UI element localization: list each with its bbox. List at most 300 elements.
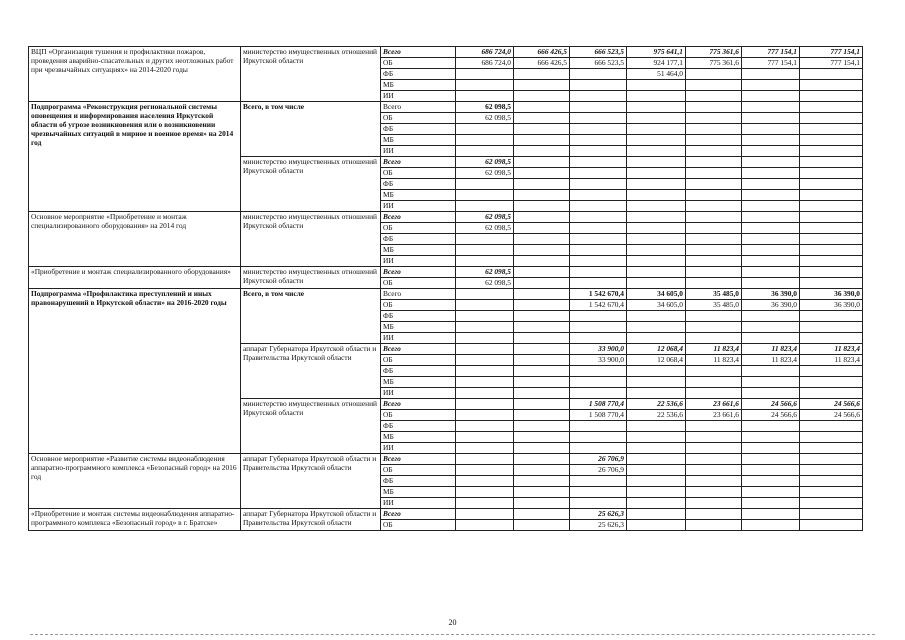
amount-cell	[570, 113, 627, 124]
amount-cell	[742, 278, 800, 289]
amount-cell	[686, 146, 742, 157]
amount-cell	[570, 333, 627, 344]
amount-cell	[627, 113, 686, 124]
amount-cell: 62 098,5	[456, 267, 514, 278]
amount-cell	[686, 498, 742, 509]
amount-cell	[627, 520, 686, 531]
amount-cell	[800, 311, 863, 322]
fund-source-cell: Всего	[381, 47, 456, 58]
amount-cell: 25 626,3	[570, 520, 627, 531]
amount-cell	[686, 135, 742, 146]
amount-cell	[742, 223, 800, 234]
scan-artifact-line	[30, 634, 875, 635]
program-name-cell: «Приобретение и монтаж системы видеонаблюдения аппаратно-программного комплекса «Безопасный город» в г. Братске»	[29, 509, 241, 531]
amount-cell	[686, 69, 742, 80]
fund-source-cell: ОБ	[381, 355, 456, 366]
amount-cell	[627, 80, 686, 91]
amount-cell	[742, 91, 800, 102]
amount-cell: 777 154,1	[742, 47, 800, 58]
amount-cell	[742, 256, 800, 267]
amount-cell	[686, 432, 742, 443]
amount-cell	[627, 91, 686, 102]
amount-cell	[627, 377, 686, 388]
amount-cell	[627, 498, 686, 509]
amount-cell	[800, 113, 863, 124]
amount-cell	[686, 377, 742, 388]
amount-cell	[627, 432, 686, 443]
amount-cell: 35 485,0	[686, 300, 742, 311]
fund-source-cell: Всего	[381, 344, 456, 355]
amount-cell	[514, 234, 570, 245]
amount-cell: 1 542 670,4	[570, 300, 627, 311]
amount-cell	[456, 366, 514, 377]
amount-cell	[570, 135, 627, 146]
amount-cell	[742, 267, 800, 278]
executor-cell: аппарат Губернатора Иркутской области и Правительства Иркутской области	[241, 454, 381, 509]
amount-cell	[514, 223, 570, 234]
amount-cell: 686 724,0	[456, 58, 514, 69]
amount-cell	[742, 102, 800, 113]
amount-cell: 11 823,4	[800, 355, 863, 366]
fund-source-cell: ФБ	[381, 421, 456, 432]
fund-source-cell: ИИ	[381, 333, 456, 344]
executor-cell: Всего, в том числе	[241, 289, 381, 344]
amount-cell	[800, 377, 863, 388]
amount-cell	[742, 124, 800, 135]
amount-cell	[627, 421, 686, 432]
executor-cell: аппарат Губернатора Иркутской области и Правительства Иркутской области	[241, 344, 381, 399]
amount-cell	[742, 234, 800, 245]
amount-cell	[627, 333, 686, 344]
amount-cell	[686, 278, 742, 289]
amount-cell	[800, 190, 863, 201]
amount-cell	[514, 476, 570, 487]
fund-source-cell: ИИ	[381, 443, 456, 454]
amount-cell	[456, 311, 514, 322]
amount-cell	[742, 190, 800, 201]
amount-cell: 62 098,5	[456, 212, 514, 223]
amount-cell	[627, 388, 686, 399]
amount-cell	[456, 124, 514, 135]
amount-cell	[742, 498, 800, 509]
program-name-cell: «Приобретение и монтаж специализированного оборудования»	[29, 267, 241, 289]
amount-cell	[570, 146, 627, 157]
amount-cell	[627, 366, 686, 377]
fund-source-cell: ИИ	[381, 201, 456, 212]
amount-cell	[570, 498, 627, 509]
amount-cell: 62 098,5	[456, 168, 514, 179]
amount-cell	[800, 245, 863, 256]
amount-cell: 24 566,6	[742, 410, 800, 421]
page-number: 20	[448, 618, 457, 627]
amount-cell	[514, 443, 570, 454]
amount-cell	[456, 69, 514, 80]
amount-cell	[627, 201, 686, 212]
amount-cell	[514, 377, 570, 388]
fund-source-cell: ОБ	[381, 58, 456, 69]
fund-source-cell: ИИ	[381, 256, 456, 267]
executor-cell: Всего, в том числе	[241, 102, 381, 157]
amount-cell	[570, 256, 627, 267]
amount-cell	[514, 509, 570, 520]
amount-cell	[570, 421, 627, 432]
amount-cell	[686, 201, 742, 212]
amount-cell	[570, 366, 627, 377]
executor-cell: министерство имущественных отношений Иркутской области	[241, 212, 381, 267]
amount-cell: 775 361,6	[686, 58, 742, 69]
amount-cell	[456, 289, 514, 300]
program-name-cell: ВЦП «Организация тушения и профилактики пожаров, проведения аварийно-спасательных и других неотложных работ при чрезвычайных ситуациях» на 2014-2020 годы	[29, 47, 241, 102]
amount-cell	[514, 487, 570, 498]
fund-source-cell: ОБ	[381, 168, 456, 179]
table-row	[29, 454, 863, 465]
amount-cell	[570, 91, 627, 102]
amount-cell	[570, 102, 627, 113]
amount-cell	[627, 234, 686, 245]
amount-cell	[686, 91, 742, 102]
amount-cell	[514, 333, 570, 344]
amount-cell	[800, 421, 863, 432]
amount-cell	[742, 509, 800, 520]
fund-source-cell: Всего	[381, 454, 456, 465]
amount-cell	[456, 476, 514, 487]
table-row	[29, 47, 863, 58]
amount-cell	[742, 476, 800, 487]
amount-cell	[800, 234, 863, 245]
amount-cell	[514, 168, 570, 179]
amount-cell	[686, 520, 742, 531]
amount-cell	[514, 212, 570, 223]
amount-cell: 25 626,3	[570, 509, 627, 520]
amount-cell	[742, 421, 800, 432]
amount-cell	[514, 399, 570, 410]
amount-cell	[742, 113, 800, 124]
amount-cell	[742, 146, 800, 157]
amount-cell	[456, 421, 514, 432]
amount-cell	[456, 179, 514, 190]
amount-cell	[514, 201, 570, 212]
executor-cell: министерство имущественных отношений Иркутской области	[241, 399, 381, 454]
amount-cell	[800, 80, 863, 91]
amount-cell: 62 098,5	[456, 223, 514, 234]
amount-cell	[456, 377, 514, 388]
amount-cell	[742, 80, 800, 91]
amount-cell	[456, 135, 514, 146]
amount-cell	[456, 520, 514, 531]
amount-cell	[800, 256, 863, 267]
amount-cell	[686, 157, 742, 168]
amount-cell: 22 536,6	[627, 410, 686, 421]
amount-cell	[686, 454, 742, 465]
amount-cell	[686, 102, 742, 113]
amount-cell	[686, 234, 742, 245]
amount-cell	[514, 289, 570, 300]
amount-cell	[570, 179, 627, 190]
amount-cell	[456, 344, 514, 355]
amount-cell	[800, 168, 863, 179]
fund-source-cell: МБ	[381, 245, 456, 256]
amount-cell	[570, 443, 627, 454]
amount-cell	[514, 113, 570, 124]
amount-cell	[686, 124, 742, 135]
amount-cell: 924 177,1	[627, 58, 686, 69]
amount-cell	[686, 179, 742, 190]
program-name-cell: Основное мероприятие «Приобретение и монтаж специализированного оборудования» на 2014 год	[29, 212, 241, 267]
amount-cell	[627, 267, 686, 278]
fund-source-cell: МБ	[381, 487, 456, 498]
amount-cell: 777 154,1	[800, 47, 863, 58]
amount-cell	[570, 124, 627, 135]
amount-cell	[800, 91, 863, 102]
amount-cell	[570, 432, 627, 443]
amount-cell	[570, 157, 627, 168]
amount-cell: 36 390,0	[800, 300, 863, 311]
amount-cell: 34 605,0	[627, 289, 686, 300]
amount-cell	[627, 223, 686, 234]
amount-cell	[514, 146, 570, 157]
amount-cell	[514, 520, 570, 531]
amount-cell	[570, 476, 627, 487]
amount-cell	[627, 245, 686, 256]
amount-cell	[570, 322, 627, 333]
fund-source-cell: ОБ	[381, 300, 456, 311]
amount-cell	[514, 179, 570, 190]
amount-cell	[456, 432, 514, 443]
amount-cell: 975 641,1	[627, 47, 686, 58]
amount-cell	[800, 454, 863, 465]
amount-cell	[627, 168, 686, 179]
amount-cell	[627, 454, 686, 465]
amount-cell	[627, 179, 686, 190]
amount-cell: 22 536,6	[627, 399, 686, 410]
amount-cell	[514, 498, 570, 509]
amount-cell	[570, 168, 627, 179]
amount-cell	[456, 256, 514, 267]
amount-cell	[627, 476, 686, 487]
fund-source-cell: МБ	[381, 322, 456, 333]
amount-cell	[514, 322, 570, 333]
amount-cell: 777 154,1	[800, 58, 863, 69]
amount-cell	[686, 256, 742, 267]
amount-cell	[456, 300, 514, 311]
program-name-cell: Подпрограмма «Профилактика преступлений и иных правонарушений в Иркутской области» на 2016-2020 годы	[29, 289, 241, 454]
amount-cell: 12 068,4	[627, 355, 686, 366]
amount-cell	[742, 179, 800, 190]
amount-cell	[514, 410, 570, 421]
amount-cell	[627, 190, 686, 201]
amount-cell	[800, 476, 863, 487]
amount-cell	[627, 212, 686, 223]
amount-cell	[742, 520, 800, 531]
amount-cell	[456, 487, 514, 498]
amount-cell	[800, 278, 863, 289]
amount-cell	[456, 91, 514, 102]
amount-cell	[686, 267, 742, 278]
amount-cell: 36 390,0	[742, 289, 800, 300]
amount-cell	[456, 509, 514, 520]
amount-cell	[627, 322, 686, 333]
amount-cell	[800, 124, 863, 135]
amount-cell	[570, 487, 627, 498]
fund-source-cell: ФБ	[381, 311, 456, 322]
amount-cell	[570, 234, 627, 245]
fund-source-cell: ИИ	[381, 388, 456, 399]
amount-cell	[514, 388, 570, 399]
amount-cell: 62 098,5	[456, 102, 514, 113]
amount-cell	[800, 498, 863, 509]
fund-source-cell: МБ	[381, 432, 456, 443]
fund-source-cell: Всего	[381, 399, 456, 410]
amount-cell	[742, 366, 800, 377]
fund-source-cell: ФБ	[381, 366, 456, 377]
amount-cell	[570, 377, 627, 388]
amount-cell	[456, 234, 514, 245]
amount-cell: 1 508 770,4	[570, 410, 627, 421]
amount-cell	[686, 168, 742, 179]
amount-cell	[514, 300, 570, 311]
amount-cell: 26 706,9	[570, 454, 627, 465]
table-row	[29, 102, 863, 113]
amount-cell	[686, 223, 742, 234]
amount-cell: 23 661,6	[686, 399, 742, 410]
amount-cell	[514, 355, 570, 366]
amount-cell	[800, 201, 863, 212]
amount-cell	[800, 443, 863, 454]
amount-cell	[456, 443, 514, 454]
amount-cell	[627, 487, 686, 498]
amount-cell	[627, 124, 686, 135]
amount-cell	[742, 465, 800, 476]
amount-cell	[800, 135, 863, 146]
fund-source-cell: ОБ	[381, 278, 456, 289]
amount-cell	[742, 245, 800, 256]
amount-cell	[456, 355, 514, 366]
amount-cell	[800, 223, 863, 234]
budget-table	[28, 46, 863, 531]
amount-cell	[742, 322, 800, 333]
amount-cell	[686, 322, 742, 333]
amount-cell	[686, 388, 742, 399]
amount-cell	[570, 223, 627, 234]
amount-cell	[570, 190, 627, 201]
executor-cell: министерство имущественных отношений Иркутской области	[241, 47, 381, 102]
amount-cell	[456, 498, 514, 509]
amount-cell	[800, 465, 863, 476]
amount-cell: 33 900,0	[570, 344, 627, 355]
amount-cell: 11 823,4	[742, 344, 800, 355]
amount-cell: 11 823,4	[686, 355, 742, 366]
fund-source-cell: ОБ	[381, 410, 456, 421]
amount-cell	[570, 201, 627, 212]
amount-cell	[570, 311, 627, 322]
amount-cell	[800, 322, 863, 333]
fund-source-cell: ИИ	[381, 498, 456, 509]
fund-source-cell: ОБ	[381, 520, 456, 531]
amount-cell	[742, 69, 800, 80]
amount-cell	[456, 388, 514, 399]
amount-cell	[514, 267, 570, 278]
table-row	[29, 212, 863, 223]
amount-cell	[800, 388, 863, 399]
executor-cell: аппарат Губернатора Иркутской области и Правительства Иркутской области	[241, 509, 381, 531]
amount-cell	[514, 454, 570, 465]
amount-cell	[627, 157, 686, 168]
amount-cell	[800, 333, 863, 344]
amount-cell	[742, 454, 800, 465]
amount-cell	[742, 443, 800, 454]
amount-cell	[514, 190, 570, 201]
amount-cell: 35 485,0	[686, 289, 742, 300]
amount-cell	[742, 487, 800, 498]
fund-source-cell: Всего	[381, 212, 456, 223]
fund-source-cell: ФБ	[381, 69, 456, 80]
amount-cell	[570, 267, 627, 278]
amount-cell	[686, 476, 742, 487]
amount-cell: 11 823,4	[686, 344, 742, 355]
amount-cell: 36 390,0	[742, 300, 800, 311]
amount-cell	[456, 190, 514, 201]
amount-cell: 777 154,1	[742, 58, 800, 69]
table-row	[29, 509, 863, 520]
amount-cell	[514, 91, 570, 102]
amount-cell	[686, 190, 742, 201]
amount-cell	[627, 102, 686, 113]
amount-cell	[627, 509, 686, 520]
amount-cell	[456, 333, 514, 344]
amount-cell	[627, 465, 686, 476]
amount-cell	[800, 146, 863, 157]
amount-cell	[686, 311, 742, 322]
amount-cell: 26 706,9	[570, 465, 627, 476]
amount-cell	[514, 256, 570, 267]
amount-cell	[514, 432, 570, 443]
fund-source-cell: МБ	[381, 80, 456, 91]
fund-source-cell: ФБ	[381, 476, 456, 487]
table-row	[29, 267, 863, 278]
amount-cell: 36 390,0	[800, 289, 863, 300]
amount-cell: 62 098,5	[456, 278, 514, 289]
amount-cell	[800, 487, 863, 498]
amount-cell	[800, 520, 863, 531]
amount-cell: 1 508 770,4	[570, 399, 627, 410]
executor-cell: министерство имущественных отношений Иркутской области	[241, 157, 381, 212]
amount-cell	[686, 113, 742, 124]
fund-source-cell: Всего	[381, 289, 456, 300]
fund-source-cell: МБ	[381, 135, 456, 146]
amount-cell	[800, 157, 863, 168]
amount-cell	[514, 102, 570, 113]
fund-source-cell: Всего	[381, 102, 456, 113]
amount-cell	[627, 135, 686, 146]
amount-cell	[742, 135, 800, 146]
amount-cell: 24 566,6	[800, 410, 863, 421]
amount-cell	[800, 179, 863, 190]
amount-cell	[742, 201, 800, 212]
amount-cell: 1 542 670,4	[570, 289, 627, 300]
amount-cell	[686, 80, 742, 91]
amount-cell: 23 661,6	[686, 410, 742, 421]
amount-cell	[686, 366, 742, 377]
fund-source-cell: ОБ	[381, 223, 456, 234]
amount-cell	[456, 454, 514, 465]
amount-cell: 33 900,0	[570, 355, 627, 366]
fund-source-cell: ФБ	[381, 234, 456, 245]
amount-cell	[456, 410, 514, 421]
fund-source-cell: ИИ	[381, 146, 456, 157]
amount-cell	[570, 80, 627, 91]
amount-cell: 11 823,4	[742, 355, 800, 366]
amount-cell	[686, 443, 742, 454]
